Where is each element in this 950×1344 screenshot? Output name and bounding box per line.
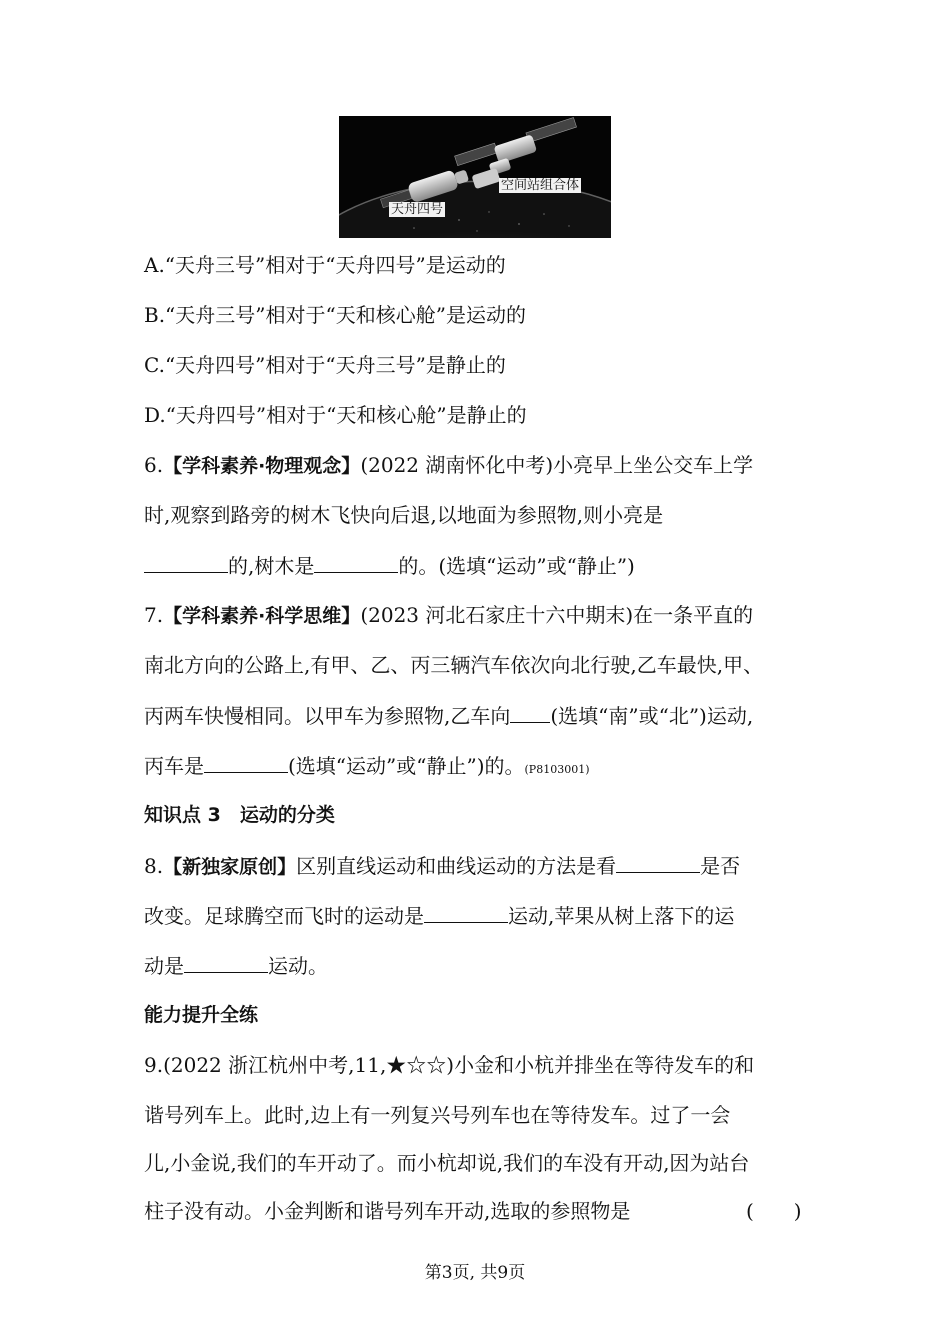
question-7-number: 7. — [144, 603, 164, 627]
option-a: A.“天舟三号”相对于“天舟四号”是运动的 — [144, 253, 506, 277]
question-7-text: (选填“南”或“北”)运动, — [550, 704, 754, 728]
question-7-line-2: 南北方向的公路上,有甲、乙、丙三辆汽车依次向北行驶,乙车最快,甲、 — [144, 653, 764, 677]
question-7-line-4 — [144, 752, 590, 783]
question-6-tag: 【学科素养·物理观念】 — [163, 455, 361, 477]
option-c: C.“天舟四号”相对于“天舟三号”是静止的 — [144, 353, 506, 377]
answer-blank[interactable] — [510, 702, 550, 723]
question-8-line-1 — [144, 852, 740, 880]
page-footer: 第3页, 共9页 — [424, 1263, 526, 1283]
question-8-text: 运动,苹果从树上落下的运 — [508, 904, 735, 928]
question-6-text: 的。(选填“运动”或“静止”) — [398, 554, 635, 578]
answer-blank[interactable] — [184, 952, 268, 973]
question-8-text: 改变。足球腾空而飞时的运动是 — [144, 904, 424, 928]
question-6-line-3 — [144, 552, 635, 579]
question-7-text: 丙车是 — [144, 754, 204, 778]
question-6-line-1 — [144, 452, 753, 479]
question-7-line-1 — [144, 602, 753, 629]
question-6-text: 的,树木是 — [228, 554, 315, 578]
section-heading-ability: 能力提升全练 — [144, 1004, 259, 1026]
answer-blank[interactable] — [616, 852, 700, 873]
question-6-number: 6. — [144, 453, 164, 477]
question-8-text: 动是 — [144, 954, 184, 978]
station-label: 空间站组合体 — [501, 178, 580, 193]
question-6-line-2: 时,观察到路旁的树木飞快向后退,以地面为参照物,则小亮是 — [144, 503, 664, 527]
question-8-text: 区别直线运动和曲线运动的方法是看 — [296, 854, 617, 878]
answer-blank[interactable] — [314, 552, 398, 573]
question-9-line-2: 谐号列车上。此时,边上有一列复兴号列车也在等待发车。过了一会 — [144, 1103, 731, 1127]
question-7-text: 丙两车快慢相同。以甲车为参照物,乙车向 — [144, 704, 511, 728]
ship-label: 天舟四号 — [391, 202, 444, 217]
answer-blank[interactable] — [204, 752, 288, 773]
answer-blank[interactable] — [424, 902, 508, 923]
question-code: (P8103001) — [524, 763, 590, 776]
question-9-line-4: 柱子没有动。小金判断和谐号列车开动,选取的参照物是 — [144, 1199, 631, 1223]
question-7-text: (选填“运动”或“静止”)的。 — [288, 754, 525, 778]
earth-and-spacecraft-image — [339, 116, 611, 238]
answer-parentheses[interactable]: ( ) — [746, 1199, 802, 1223]
section-heading-3: 知识点 3 运动的分类 — [144, 804, 335, 826]
question-8-tag: 【新独家原创】 — [163, 856, 297, 878]
question-8-text: 运动。 — [268, 954, 328, 978]
question-7-source: (2023 河北石家庄十六中期末)在一条平直的 — [360, 603, 754, 627]
question-8-line-3 — [144, 952, 328, 979]
question-7-tag: 【学科素养·科学思维】 — [163, 605, 361, 627]
question-8-text: 是否 — [700, 854, 741, 878]
question-6-source: (2022 湖南怀化中考)小亮早上坐公交车上学 — [360, 453, 754, 477]
option-b: B.“天舟三号”相对于“天和核心舱”是运动的 — [144, 303, 526, 327]
option-d: D.“天舟四号”相对于“天和核心舱”是静止的 — [144, 403, 527, 427]
answer-blank[interactable] — [144, 552, 228, 573]
question-7-line-3 — [144, 702, 753, 729]
question-9-line-1: 9.(2022 浙江杭州中考,11,★☆☆)小金和小杭并排坐在等待发车的和 — [144, 1053, 755, 1077]
space-station-figure — [339, 116, 611, 238]
question-9-line-3: 儿,小金说,我们的车开动了。而小杭却说,我们的车没有开动,因为站台 — [144, 1151, 750, 1175]
question-8-line-2 — [144, 902, 734, 929]
question-8-number: 8. — [144, 854, 164, 878]
